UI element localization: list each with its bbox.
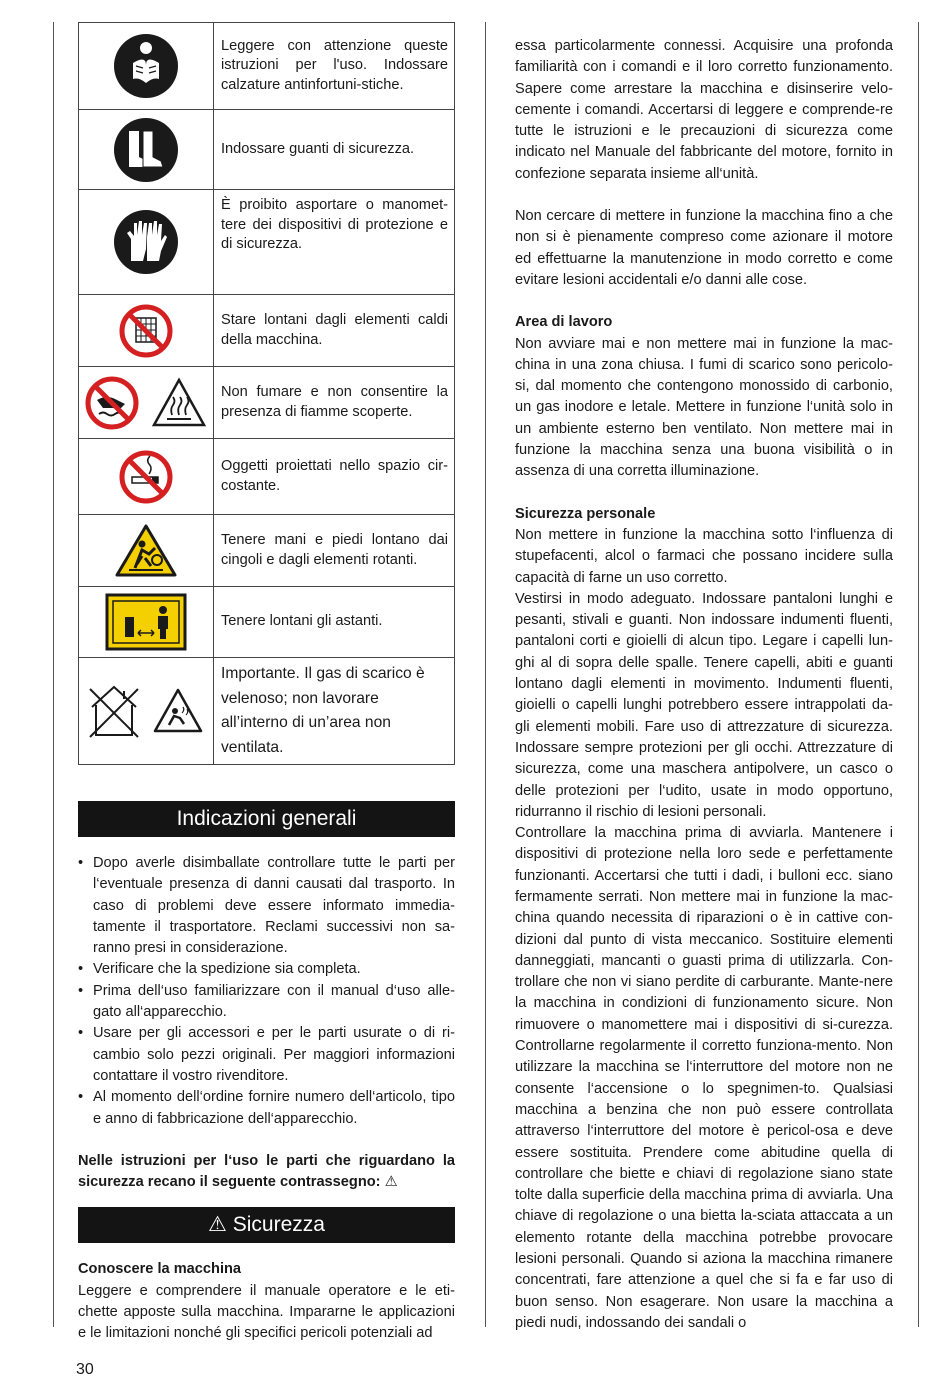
symbol-pair <box>81 394 211 411</box>
symbol-row <box>79 190 455 295</box>
list-item: • Dopo averle disimballate controllare tutte le parti per l‘eventuale presenza di danni causati dal trasporto. In caso di problemi deve essere informato immedia-tamente il trasportatore. Reclami successivi non sa-ranno presi in considerazione. <box>78 853 455 959</box>
no-touch-hot-icon <box>85 376 139 430</box>
list-item: • Verificare che la spedizione sia completa. <box>78 959 455 980</box>
no-indoor-use-icon <box>88 683 140 739</box>
read-manual-icon <box>113 33 179 99</box>
safety-boots-icon <box>113 117 179 183</box>
symbol-cell <box>79 295 214 367</box>
left-margin-rule <box>53 22 54 1327</box>
page-number: 30 <box>76 1361 94 1378</box>
list-item: • Al momento dell‘ordine fornire numero dell‘articolo, tipo e anno di fabbricazione dell‘apparecchio. <box>78 1087 455 1130</box>
symbol-text: È proibito asportare o manomet-tere dei dispositivi di protezione e di sicurezza. <box>214 190 455 295</box>
symbol-row <box>79 367 455 439</box>
keep-distance-icon <box>105 593 187 651</box>
symbol-text: Stare lontani dagli elementi caldi della macchina. <box>214 295 455 367</box>
no-smoking-icon <box>119 450 173 504</box>
safety-section-title: ⚠ Sicurezza <box>78 1207 455 1243</box>
right-column <box>515 36 893 1334</box>
symbol-row <box>79 110 455 190</box>
safety-gloves-icon <box>113 209 179 275</box>
personal-safety-heading: Sicurezza personale <box>515 505 656 522</box>
paragraph: Vestirsi in modo adeguato. Indossare pantaloni lunghi e pesanti, stivali e guanti. Non indossare indumenti fluenti, pantaloni corti e gioielli di alcun tipo. Legare i capelli lun-ghi al di sopra delle spalle. Tenere capelli, abiti e guanti lontano dagli elementi in movimento. Indumenti fluenti, gioielli o capelli lunghi potrebbero essere intrappolati da-gli elementi mobili. Fare uso di attrezzature di sicurezza. Indossare sempre protezioni per gli occhi. Attrezzature di sicurezza, come una maschera antipolvere, un casco o delle protezioni per l‘udito, usate in modo opportuno, ridurranno il rischio di lesioni personali. <box>515 590 893 820</box>
thrown-objects-icon <box>115 524 177 578</box>
symbol-text: Indossare guanti di sicurezza. <box>214 110 455 190</box>
symbol-cell <box>79 587 214 658</box>
symbol-cell <box>79 110 214 190</box>
symbol-text: Tenere mani e piedi lontano dai cingoli e dagli elementi rotanti. <box>214 515 455 587</box>
paragraph: essa particolarmente connessi. Acquisire una profonda familiarità con i comandi e il loro corretto funzionamento. Sapere come arrestare la macchina e disinserire velo-cemente i comandi. Accertarsi di leggere e comprende-re tutte le istruzioni e le precauzioni di sicurezza come indicato nel Manuale del fabbricante del motore, fornito in confezione separata insieme all‘unità. <box>515 38 893 182</box>
symbol-pair <box>84 702 208 719</box>
know-machine-heading: Conoscere la macchina <box>78 1261 242 1278</box>
no-removing-guards-icon <box>119 304 173 358</box>
exhaust-gas-icon <box>152 687 204 735</box>
symbol-text: Tenere lontani gli astanti. <box>214 587 455 658</box>
hot-surface-icon <box>151 377 207 429</box>
symbol-text: Non fumare e non consentire la presenza di fiamme scoperte. <box>214 367 455 439</box>
paragraph: Controllare la macchina prima di avviarla. Mantenere i dispositivi di protezione nella loro sede e perfettamente funzionanti. Accertarsi che tutti i dadi, i bulloni ecc. siano fermamente serrati. Non mettere mai in funzione la mac-china quando necessita di riparazioni o è in cattive con-dizioni dal punto di vista meccanico. Sostituire elementi danneggiati, mancanti o guasti prima di utilizzarla. Con-trollare che non vi siano perdite di carburante. Mante-nere la macchina in condizioni di funzionamento sicure. Non rimuovere o manomettere mai i dispositivi di si-curezza. Controllarne regolarmente il corretto funziona-mento. Non utilizzare la macchina se l‘interruttore del motore non ne consente l‘accensione o lo spegnimen-to. Qualsiasi macchina a benzina che non può essere controllata attraverso l‘interruttore del motore è pericol-osa e deve essere sostituita. Prendere come abitudine quella di controllare che biette e chiavi di regolazione siano state tolte dalla superficie della macchina prima di avviarla. Una chiave di regolazione o una bietta la-sciata attaccata a un elemento rotante della macchina potrebbe provocare lesioni personali. Quando si aziona la macchina rimanere concentrati, fare attenzione a quel che si fa e far uso di buon senso. Non esagerare. Non usare la macchina a piedi nudi, indossando dei sandali o <box>515 825 893 1331</box>
symbol-cell <box>79 23 214 110</box>
symbol-cell <box>79 439 214 515</box>
safety-marker-note: Nelle istruzioni per l‘uso le parti che riguardano la sicurezza recano il seguente contrassegno: ⚠ <box>78 1152 455 1191</box>
know-machine-text: Leggere e comprendere il manuale operatore e le eti-chette apposte sulla macchina. Impararne le applicazioni e le limitazioni nonché gli specifici pericoli potenziali ad <box>78 1282 455 1342</box>
list-item: • Usare per gli accessori e per le parti usurate o di ri-cambio solo pezzi originali. Per maggiori informazioni contattare il vostro rivenditore. <box>78 1023 455 1087</box>
symbol-row <box>79 439 455 515</box>
list-item: • Prima dell‘uso familiarizzare con il manual d‘uso alle-gato all‘apparecchio. <box>78 981 455 1024</box>
symbol-cell <box>79 367 214 439</box>
symbol-cell <box>79 658 214 765</box>
work-area-heading: Area di lavoro <box>515 314 613 331</box>
column-divider-rule <box>485 22 486 1327</box>
symbol-row <box>79 515 455 587</box>
symbol-cell <box>79 515 214 587</box>
paragraph: Non mettere in funzione la macchina sotto l‘influenza di stupefacenti, alcol o farmaci che possano incidere sulla capacità di farne un uso corretto. <box>515 526 893 586</box>
symbol-row <box>79 587 455 658</box>
symbol-text: Importante. Il gas di scarico è velenoso; non lavorare all’interno di un’area non ventilata. <box>214 658 455 765</box>
paragraph: Non cercare di mettere in funzione la macchina fino a che non si è pienamente compreso come azionare il motore ed effettuarne la manutenzione in modo corretto e come evitare lesioni accidentali e/o danni alle cose. <box>515 208 893 288</box>
symbol-row <box>79 658 455 765</box>
symbol-text: Leggere con attenzione queste istruzioni per l'uso. Indossare calzature antinfortuni-stiche. <box>214 23 455 110</box>
left-column <box>78 22 455 1345</box>
symbol-cell <box>79 190 214 295</box>
symbol-row <box>79 23 455 110</box>
symbol-text: Oggetti proiettati nello spazio cir-costante. <box>214 439 455 515</box>
right-margin-rule <box>918 22 919 1327</box>
general-list <box>78 853 455 1130</box>
work-area-text: Non avviare mai e non mettere mai in funzione la mac-china in una zona chiusa. I fumi di scarico sono pericolo-si, dal momento che contengono monossido di carbonio, un gas inodore e letale. Mettere in funzione l‘unità solo in un ambiente esterno ben ventilato. Non mettere mai in funzione la macchina senza una buona visibilità o in assenza di una corretta illuminazione. <box>515 335 893 480</box>
safety-symbols-table <box>78 22 455 765</box>
symbol-row <box>79 295 455 367</box>
general-section-title: Indicazioni generali <box>78 801 455 837</box>
